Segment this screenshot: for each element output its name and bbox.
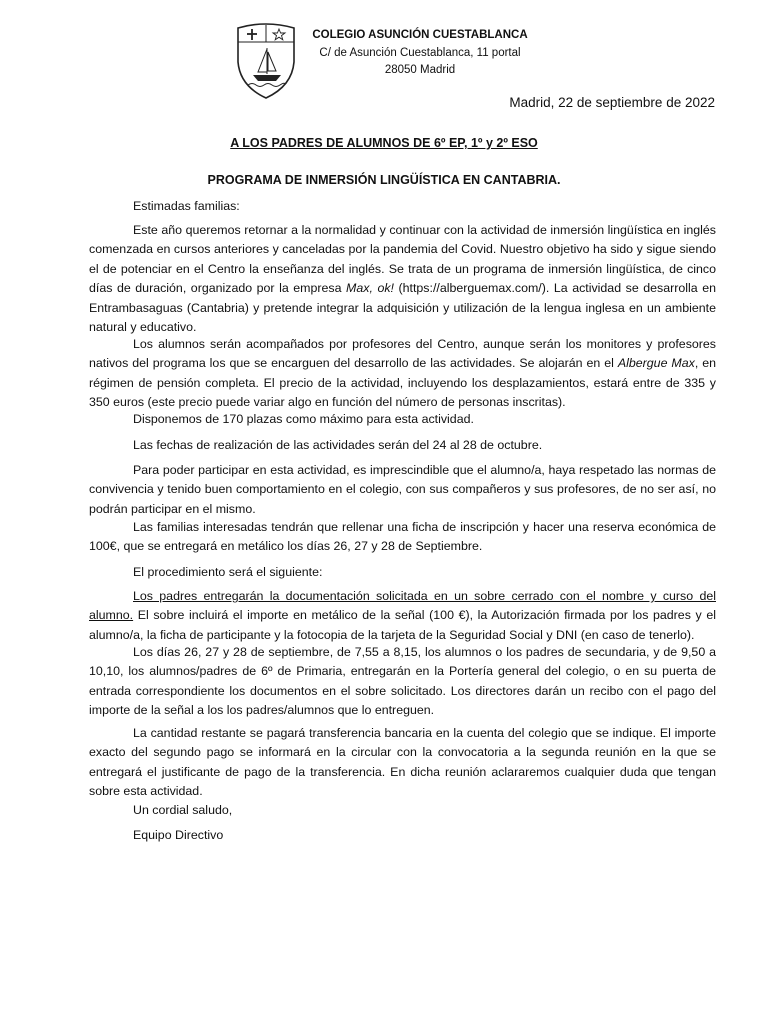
paragraph-procedure: El procedimiento será el siguiente: [133, 565, 323, 579]
paragraph-dates: Las fechas de realización de las actividades serán del 24 al 28 de octubre. [133, 438, 543, 452]
closing-salutation: Un cordial saludo, [133, 803, 233, 817]
school-crest-logo [234, 22, 298, 100]
paragraph-greeting: Estimadas familias: [133, 199, 240, 213]
letter-recipients-title: A LOS PADRES DE ALUMNOS DE 6º EP, 1º y 2º ESO [230, 136, 538, 150]
paragraph-payment: La cantidad restante se pagará transferencia bancaria en la cuenta del colegio que se indique. El importe exacto del segundo pago se informará en la circular con la convocatoria a la segunda reunión en la que se entregará el justificante de pago de la transferencia. En dicha reunión aclararemos cualquier duda que tengan sobre esta actividad. [89, 726, 716, 799]
paragraph-envelope: Los padres entregarán la documentación solicitada en un sobre cerrado con el nombre y curso del alumno. El sobre incluirá el importe en metálico de la señal (100 €), la Autorización firmada por los padres y el alumno/a, la ficha de participante y la fotocopia de la tarjeta de la Seguridad Social y DNI (en caso de tenerlo). [89, 589, 716, 642]
paragraph-accompaniment: Los alumnos serán acompañados por profesores del Centro, aunque serán los monitores y profesores nativos del programa los que se encarguen del desarrollo de las actividades. Se alojarán en el Albergue Max, en régimen de pensión completa. El precio de la actividad, incluyendo los desplazamientos, estará entre de 335 y 350 euros (este precio puede variar algo en función del número de personas inscritas). [89, 337, 717, 410]
paragraph-places: Disponemos de 170 plazas como máximo para esta actividad. [133, 412, 474, 426]
letter-subject-title: PROGRAMA DE INMERSIÓN LINGÜÍSTICA EN CANTABRIA. [207, 173, 561, 187]
school-header [300, 27, 540, 80]
letter-date: Madrid, 22 de septiembre de 2022 [509, 95, 715, 110]
school-address-line1: C/ de Asunción Cuestablanca, 11 portal [319, 46, 521, 59]
paragraph-intro: Este año queremos retornar a la normalidad y continuar con la actividad de inmersión lingüística en inglés comenzada en cursos anteriores y canceladas por la pandemia del Covid. Nuestro objetivo ha sido y sigue siendo el de potenciar en el Centro la enseñanza del inglés. Se trata de un programa de inmersión lingüística, de cinco días de duración, organizado por la empresa Max, ok! (https://alberguemax.com/). La actividad se desarrolla en Entrambasaguas (Cantabria) y pretende integrar la adquisición y utilización de la lengua inglesa en un ambiente natural y educativo. [89, 223, 716, 335]
paragraph-delivery: Los días 26, 27 y 28 de septiembre, de 7,55 a 8,15, los alumnos o los padres de secundaria, y de 9,50 a 10,10, los alumnos/padres de 6º de Primaria, entregarán en la Portería general del colegio, o en su puerta de entrada correspondiente los documentos en el sobre solicitado. Los directores darán un recibo con el pago del importe de la señal a los los padres/alumnos que lo entreguen. [89, 645, 716, 718]
school-address-line2: 28050 Madrid [384, 64, 456, 76]
paragraph-requirements: Para poder participar en esta actividad, es imprescindible que el alumno/a, haya respetado las normas de convivencia y tenido buen comportamiento en el colegio, con sus compañeros y sus profesores, de no ser así, no podrán participar en el mismo. [89, 463, 716, 516]
paragraph-registration: Las familias interesadas tendrán que rellenar una ficha de inscripción y hacer una reserva económica de 100€, que se entregará en metálico los días 26, 27 y 28 de Septiembre. [89, 520, 716, 554]
signature: Equipo Directivo [133, 828, 224, 842]
school-name: COLEGIO ASUNCIÓN CUESTABLANCA [312, 29, 528, 41]
